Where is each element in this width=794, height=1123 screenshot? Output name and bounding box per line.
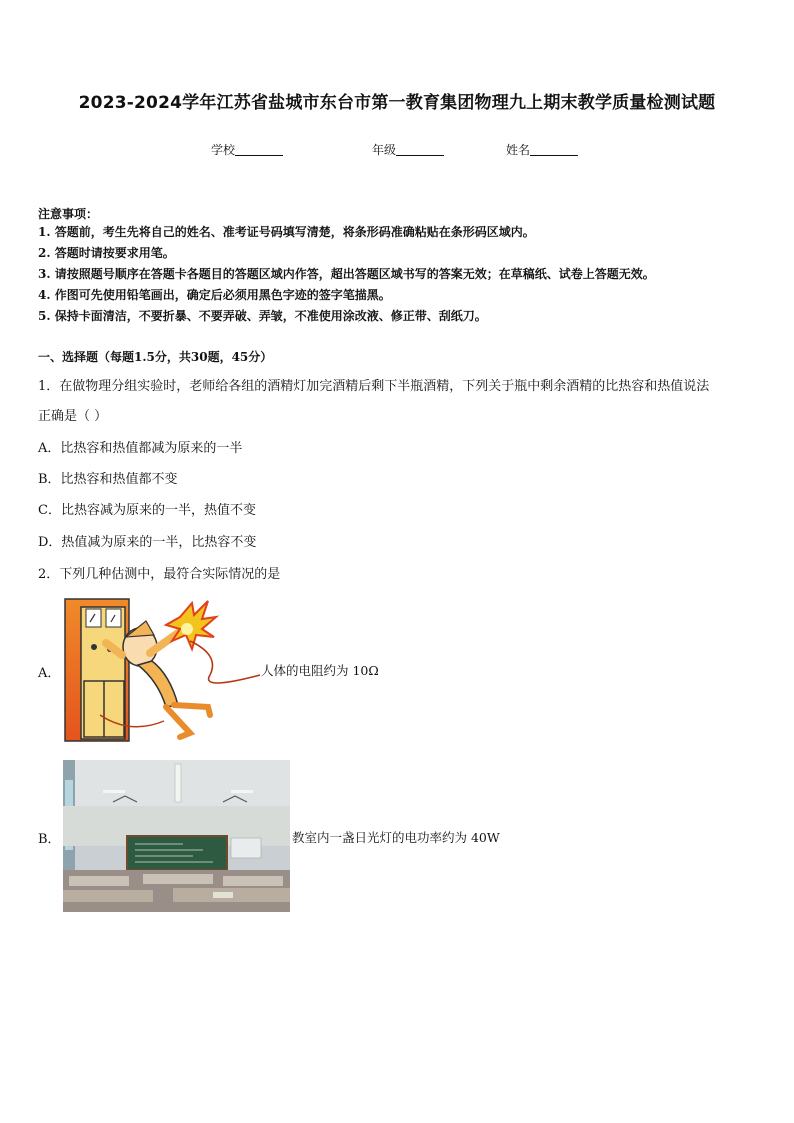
name-field[interactable] xyxy=(506,141,578,158)
note-item: 4. 作图可先使用铅笔画出，确定后必须用黑色字迹的签字笔描黑。 xyxy=(38,288,391,302)
grade-label: 年级 xyxy=(372,143,397,157)
electric-shock-illustration xyxy=(60,595,260,745)
classroom-photo xyxy=(63,760,290,912)
q2-option-a-label[interactable]: A． xyxy=(38,666,61,681)
q2-stem: 2．下列几种估测中，最符合实际情况的是 xyxy=(38,567,281,582)
notes-heading: 注意事项： xyxy=(38,207,99,221)
q1-stem-line1: 1．在做物理分组实验时，老师给各组的酒精灯加完酒精后剩下半瓶酒精，下列关于瓶中剩余酒精的比热容和热值说法 xyxy=(38,379,710,394)
school-label: 学校 xyxy=(211,143,236,157)
q1-option-d[interactable]: D．热值减为原来的一半，比热容不变 xyxy=(38,535,257,550)
q2-option-a-text[interactable]: 人体的电阻约为 10Ω xyxy=(261,663,379,678)
notes-list xyxy=(38,224,768,329)
exam-title: 2023-2024学年江苏省盐城市东台市第一教育集团物理九上期末教学质量检测试题 xyxy=(78,93,716,113)
classroom-icon xyxy=(63,760,290,912)
q1-option-b[interactable]: B．比热容和热值都不变 xyxy=(38,472,178,487)
q1-option-a[interactable]: A．比热容和热值都减为原来的一半 xyxy=(38,441,243,456)
school-blank[interactable] xyxy=(235,143,283,156)
q1-stem-line2: 正确是（ ） xyxy=(38,409,108,424)
grade-blank[interactable] xyxy=(396,143,444,156)
q2-option-b-label[interactable]: B． xyxy=(38,832,61,847)
grade-field[interactable] xyxy=(372,141,444,158)
note-item: 1. 答题前，考生先将自己的姓名、准考证号码填写清楚，将条形码准确粘贴在条形码区域内。 xyxy=(38,225,535,239)
note-item: 5. 保持卡面清洁，不要折暴、不要弄破、弄皱，不准使用涂改液、修正带、刮纸刀。 xyxy=(38,309,487,323)
section-heading: 一、选择题（每题1.5分，共30题，45分） xyxy=(38,350,273,364)
school-field[interactable] xyxy=(211,141,283,158)
q2-option-b-text[interactable]: 教室内一盏日光灯的电功率约为 40W xyxy=(292,830,500,845)
name-blank[interactable] xyxy=(530,143,578,156)
note-item: 2. 答题时请按要求用笔。 xyxy=(38,246,175,260)
name-label: 姓名 xyxy=(506,143,531,157)
note-item: 3. 请按照题号顺序在答题卡各题目的答题区域内作答，超出答题区域书写的答案无效；在草稿纸、试卷上答题无效。 xyxy=(38,267,655,281)
q1-option-c[interactable]: C．比热容减为原来的一半，热值不变 xyxy=(38,503,256,518)
electric-shock-icon xyxy=(60,595,260,745)
